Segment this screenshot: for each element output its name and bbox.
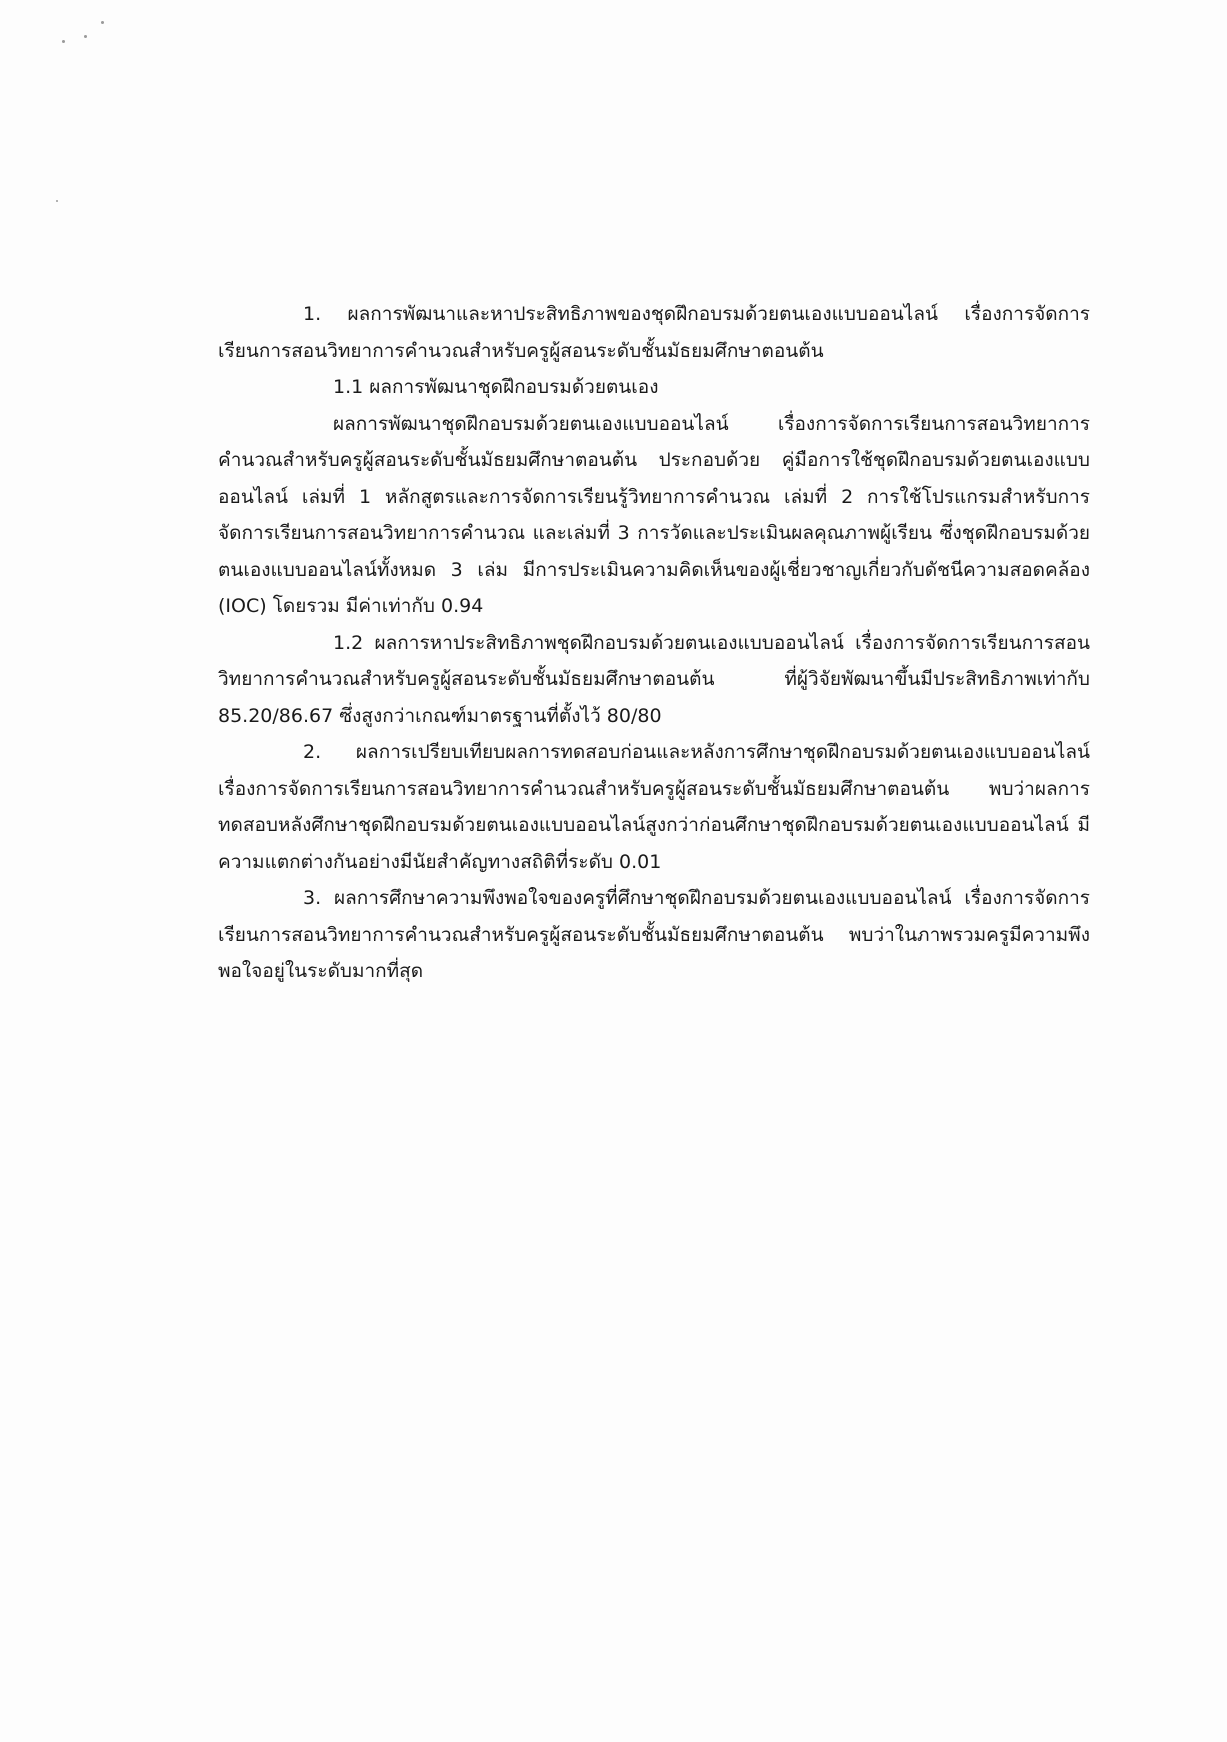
paragraph-result-3: 3. ผลการศึกษาความพึงพอใจของครูที่ศึกษาชุดฝึกอบรมด้วยตนเองแบบออนไลน์ เรื่องการจัดการเรียนการสอนวิทยาการคำนวณสำหรับครูผู้สอนระดับชั้นมัธยมศึกษาตอนต้น พบว่าในภาพรวมครูมีความพึงพอใจอยู่ในระดับมากที่สุด xyxy=(218,887,1090,982)
scan-speck xyxy=(84,35,87,38)
document-body xyxy=(218,296,1090,990)
paragraph-result-1-1-body: ผลการพัฒนาชุดฝึกอบรมด้วยตนเองแบบออนไลน์ เรื่องการจัดการเรียนการสอนวิทยาการคำนวณสำหรับครูผู้สอนระดับชั้นมัธยมศึกษาตอนต้น ประกอบด้วย คู่มือการใช้ชุดฝึกอบรมด้วยตนเองแบบออนไลน์ เล่มที่ 1 หลักสูตรและการจัดการเรียนรู้วิทยาการคำนวณ เล่มที่ 2 การใช้โปรแกรมสำหรับการจัดการเรียนการสอนวิทยาการคำนวณ และเล่มที่ 3 การวัดและประเมินผลคุณภาพผู้เรียน ซึ่งชุดฝึกอบรมด้วยตนเองแบบออนไลน์ทั้งหมด 3 เล่ม มีการประเมินความคิดเห็นของผู้เชี่ยวชาญเกี่ยวกับดัชนีความสอดคล้อง (IOC) โดยรวม มีค่าเท่ากับ 0.94 xyxy=(218,412,1090,617)
paragraph-result-1-2: 1.2 ผลการหาประสิทธิภาพชุดฝึกอบรมด้วยตนเองแบบออนไลน์ เรื่องการจัดการเรียนการสอนวิทยาการคำนวณสำหรับครูผู้สอนระดับชั้นมัธยมศึกษาตอนต้น ที่ผู้วิจัยพัฒนาขึ้นมีประสิทธิภาพเท่ากับ 85.20/86.67 ซึ่งสูงกว่าเกณฑ์มาตรฐานที่ตั้งไว้ 80/80 xyxy=(218,631,1090,727)
subheading-result-1-1: 1.1 ผลการพัฒนาชุดฝึกอบรมด้วยตนเอง xyxy=(333,376,659,398)
paragraph-result-2: 2. ผลการเปรียบเทียบผลการทดสอบก่อนและหลังการศึกษาชุดฝึกอบรมด้วยตนเองแบบออนไลน์ เรื่องการจัดการเรียนการสอนวิทยาการคำนวณสำหรับครูผู้สอนระดับชั้นมัธยมศึกษาตอนต้น พบว่าผลการทดสอบหลังศึกษาชุดฝึกอบรมด้วยตนเองแบบออนไลน์สูงกว่าก่อนศึกษาชุดฝึกอบรมด้วยตนเองแบบออนไลน์ มีความแตกต่างกันอย่างมีนัยสำคัญทางสถิติที่ระดับ 0.01 xyxy=(218,741,1090,873)
scan-speck xyxy=(101,21,104,24)
scan-speck xyxy=(56,200,58,202)
scan-speck xyxy=(62,40,65,43)
paragraph-result-1: 1. ผลการพัฒนาและหาประสิทธิภาพของชุดฝึกอบรมด้วยตนเองแบบออนไลน์ เรื่องการจัดการเรียนการสอนวิทยาการคำนวณสำหรับครูผู้สอนระดับชั้นมัธยมศึกษาตอนต้น xyxy=(218,303,1090,362)
